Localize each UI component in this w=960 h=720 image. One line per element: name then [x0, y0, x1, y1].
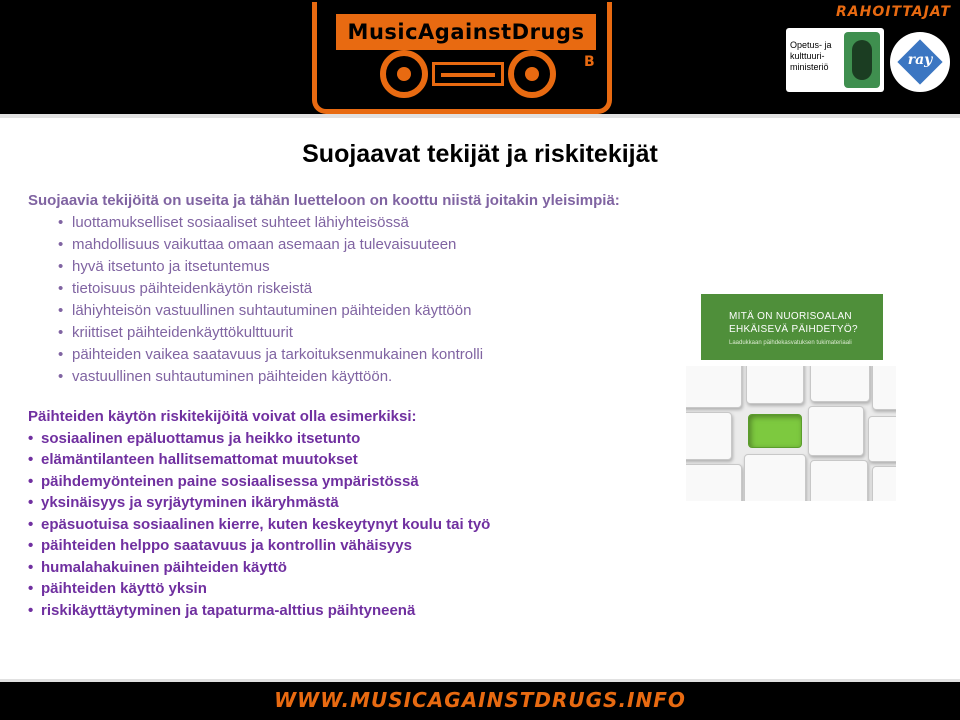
footer-divider: [0, 679, 960, 682]
list-item: • luottamukselliset sosiaaliset suhteet lähiyhteisössä: [58, 212, 708, 234]
list-item: • päihteiden vaikea saatavuus ja tarkoituksenmukainen kontrolli: [58, 344, 708, 366]
list-item: • elämäntilanteen hallitsemattomat muutokset: [28, 449, 688, 471]
puzzle-image: [686, 366, 896, 501]
book-subtitle: Laadukkaan päihdekasvatuksen tukimateriaali: [729, 340, 852, 346]
list-item: • päihdemyönteinen paine sosiaalisessa ympäristössä: [28, 471, 688, 493]
risk-intro: Päihteiden käytön riskitekijöitä voivat olla esimerkiksi:: [28, 408, 417, 425]
list-item: • humalahakuinen päihteiden käyttö: [28, 557, 688, 579]
footer-website-link[interactable]: WWW.MUSICAGAINSTDRUGS.INFO: [274, 688, 686, 712]
list-item: • kriittiset päihteidenkäyttökulttuurit: [58, 322, 708, 344]
list-item: • vastuullinen suhtautuminen päihteiden käyttöön.: [58, 366, 708, 388]
brand-mark: B: [584, 54, 595, 70]
footer-banner: [0, 679, 960, 720]
cassette-reel-right-icon: [508, 50, 556, 98]
risk-factors-list: [28, 428, 688, 622]
ministry-logo: [786, 28, 884, 92]
risk-factors-section: [28, 406, 688, 621]
list-item: • lähiyhteisön vastuullinen suhtautuminen päihteiden käyttöön: [58, 300, 708, 322]
list-item: • hyvä itsetunto ja itsetuntemus: [58, 256, 708, 278]
list-item: • sosiaalinen epäluottamus ja heikko itsetunto: [28, 428, 688, 450]
ministry-emblem-icon: [844, 32, 880, 88]
puzzle-green-piece-icon: [748, 414, 802, 448]
list-item: • yksinäisyys ja syrjäytyminen ikäryhmästä: [28, 492, 688, 514]
cassette-reel-left-icon: [380, 50, 428, 98]
ray-logo-text: ray: [907, 52, 933, 68]
list-item: • mahdollisuus vaikuttaa omaan asemaan ja tulevaisuuteen: [58, 234, 708, 256]
list-item: • tietoisuus päihteidenkäytön riskeistä: [58, 278, 708, 300]
list-item: • epäsuotuisa sosiaalinen kierre, kuten keskeytynyt koulu tai työ: [28, 514, 688, 536]
header-banner: [0, 0, 960, 118]
protective-factors-section: [28, 190, 708, 388]
header-divider: [0, 114, 960, 118]
protective-intro: Suojaavia tekijöitä on useita ja tähän luetteloon on koottu niistä joitakin yleisimpiä:: [28, 192, 620, 209]
cassette-window-icon: [432, 62, 504, 86]
sponsors-label: RAHOITTAJAT: [836, 4, 951, 20]
ray-logo: [890, 32, 950, 92]
page-title: Suojaavat tekijät ja riskitekijät: [302, 140, 658, 168]
brand-logo-text: MusicAgainstDrugs: [336, 14, 596, 50]
list-item: • päihteiden helppo saatavuus ja kontrollin vähäisyys: [28, 535, 688, 557]
protective-factors-list: [58, 212, 708, 388]
book-title: MITÄ ON NUORISOALAN EHKÄISEVÄ PÄIHDETYÖ?: [729, 311, 858, 335]
list-item: • päihteiden käyttö yksin: [28, 578, 688, 600]
book-cover: [701, 294, 883, 360]
ministry-logo-text: Opetus- ja kulttuuri-ministeriö: [790, 40, 832, 72]
list-item: • riskikäyttäytyminen ja tapaturma-alttius päihtyneenä: [28, 600, 688, 622]
